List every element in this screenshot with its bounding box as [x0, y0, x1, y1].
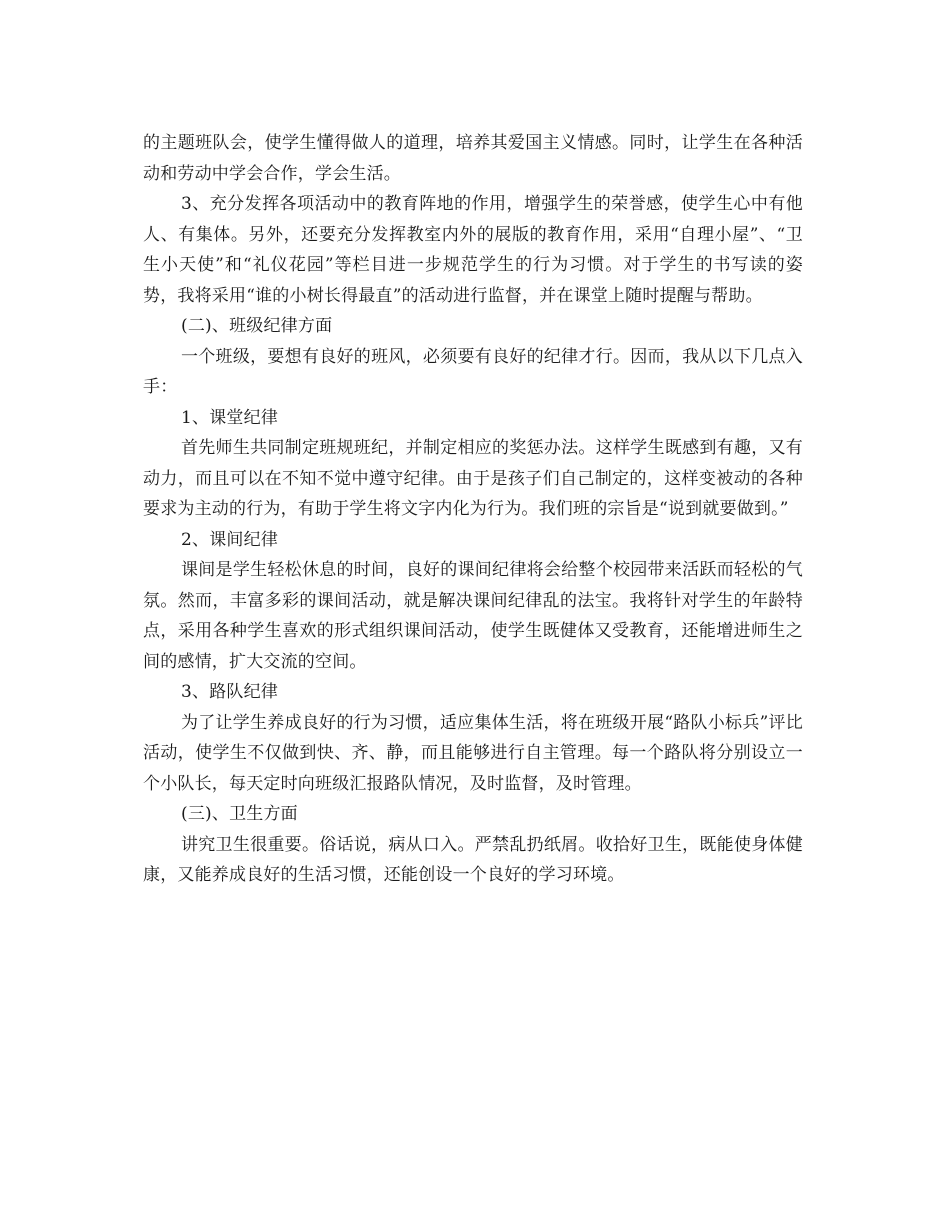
- section-heading-discipline: (二)、班级纪律方面: [181, 316, 333, 336]
- paragraph-line-discipline: 为了让学生养成良好的行为习惯，适应集体生活，将在班级开展“路队小标兵”评比活动，使学生不仅做到快、齐、静，而且能够进行自主管理。每一个路队将分别设立一个小队长，每天定时向班级汇报路队情况，及时监督，及时管理。: [143, 712, 803, 794]
- subheading-break-discipline: 2、课间纪律: [181, 529, 279, 550]
- document-page: [143, 128, 803, 891]
- paragraph-break-discipline: 课间是学生轻松休息的时间，良好的课间纪律将会给整个校园带来活跃而轻松的气氛。然而，丰富多彩的课间活动，就是解决课间纪律乱的法宝。我将针对学生的年龄特点，采用各种学生喜欢的形式组织课间活动，使学生既健体又受教育，还能增进师生之间的感情，扩大交流的空间。: [143, 560, 803, 672]
- paragraph-continuation: 的主题班队会，使学生懂得做人的道理，培养其爱国主义情感。同时，让学生在各种活动和劳动中学会合作，学会生活。: [143, 133, 803, 184]
- subheading-line-discipline: 3、路队纪律: [181, 682, 279, 702]
- paragraph-point-3: 3、充分发挥各项活动中的教育阵地的作用，增强学生的荣誉感，使学生心中有他人、有集体。另外，还要充分发挥教室内外的展版的教育作用，采用“自理小屋”、“卫生小天使”和“礼仪花园”等栏目进一步规范学生的行为习惯。对于学生的书写读的姿势，我将采用“谁的小树长得最直”的活动进行监督，并在课堂上随时提醒与帮助。: [143, 194, 803, 306]
- paragraph-hygiene: 讲究卫生很重要。俗话说，病从口入。严禁乱扔纸屑。收拾好卫生，既能使身体健康，又能养成良好的生活习惯，还能创设一个良好的学习环境。: [143, 834, 803, 885]
- paragraph-discipline-intro: 一个班级，要想有良好的班风，必须要有良好的纪律才行。因而，我从以下几点入手：: [143, 346, 803, 397]
- paragraph-classroom-discipline: 首先师生共同制定班规班纪，并制定相应的奖惩办法。这样学生既感到有趣，又有动力，而且可以在不知不觉中遵守纪律。由于是孩子们自己制定的，这样变被动的各种要求为主动的行为，有助于学生将文字内化为行为。我们班的宗旨是“说到就要做到。”: [143, 438, 803, 519]
- section-heading-hygiene: (三)、卫生方面: [181, 804, 298, 824]
- subheading-classroom-discipline: 1、课堂纪律: [181, 407, 279, 428]
